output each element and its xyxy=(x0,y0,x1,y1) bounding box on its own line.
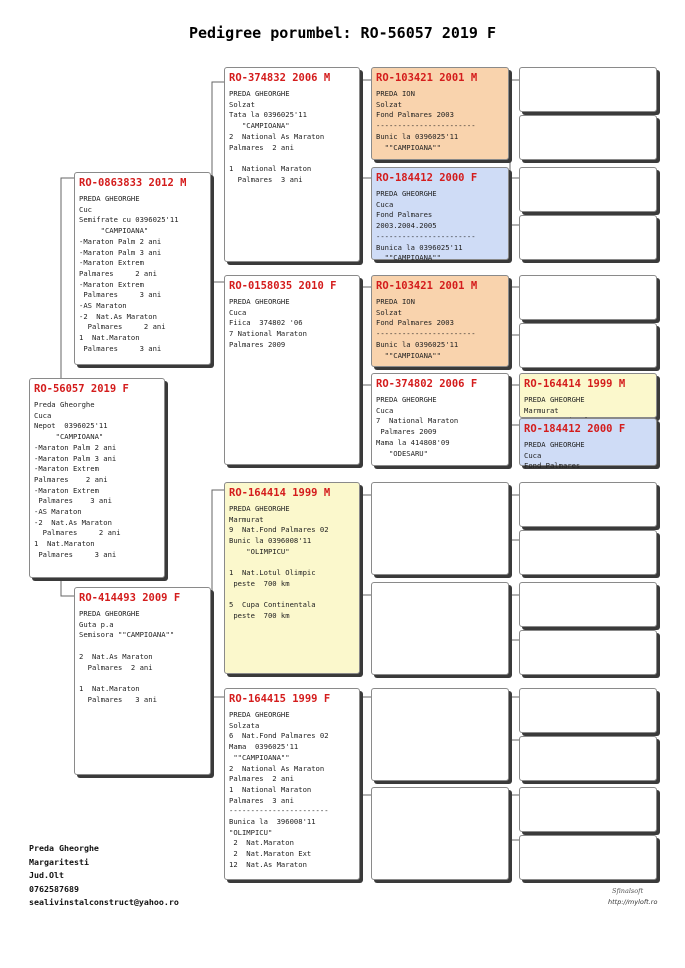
ring-number: RO-374832 2006 M xyxy=(229,72,331,84)
pigeon-card-subject[interactable] xyxy=(29,378,165,578)
pigeon-info: Preda Gheorghe Cuca Nepot 0396025'11 "CAMPIOANA" -Maraton Palm 2 ani -Maraton Palm 3 ani -Maraton Extrem Palmares 2 ani -Maraton Extrem Palmares 3 ani -AS Maraton -2 Nat.As Maraton Palmares 2 ani 1 Nat.Maraton Palmares 3 ani xyxy=(34,400,121,559)
pigeon-card-dam-sire[interactable] xyxy=(224,482,360,674)
pigeon-card-ggp-3[interactable] xyxy=(371,275,509,367)
pigeon-card-g5-6-empty[interactable] xyxy=(519,323,657,368)
pigeon-card-dam-dam[interactable] xyxy=(224,688,360,880)
pigeon-card-sire-dam[interactable] xyxy=(224,275,360,465)
ring-number: RO-164414 1999 M xyxy=(524,378,626,390)
pigeon-card-g5-11-empty[interactable] xyxy=(519,582,657,627)
ring-number: RO-184412 2000 F xyxy=(524,423,626,435)
pigeon-card-sire-sire[interactable] xyxy=(224,67,360,262)
pigeon-card-g5-1-empty[interactable] xyxy=(519,67,657,112)
ring-number: RO-164414 1999 M xyxy=(229,487,331,499)
pigeon-card-ggp-4[interactable] xyxy=(371,373,509,466)
pigeon-info: PREDA GHEORGHE Marmurat xyxy=(524,395,585,415)
ring-number: RO-184412 2000 F xyxy=(376,172,478,184)
pigeon-card-ggp-1[interactable] xyxy=(371,67,509,160)
pigeon-card-g5-15-empty[interactable] xyxy=(519,787,657,832)
ring-number: RO-374802 2006 F xyxy=(376,378,478,390)
ring-number: RO-103421 2001 M xyxy=(376,280,478,292)
pigeon-card-ggp-7-empty[interactable] xyxy=(371,688,509,781)
pigeon-info: PREDA GHEORGHE Solzata 6 Nat.Fond Palmares 02 Mama 0396025'11 ""CAMPIOANA"" 2 National As Maraton Palmares 2 ani 1 National Maraton Palmares 3 ani ----------------------- Bunica la 396008'11 "OLIMPICU" 2 Nat.Maraton 2 Nat.Maraton Ext 12 Nat.As Maraton xyxy=(229,710,329,869)
signature-logo: Sfinalsoft xyxy=(612,887,644,895)
pigeon-card-g5-9-empty[interactable] xyxy=(519,482,657,527)
owner-email[interactable]: sealivinstalconstruct@yahoo.ro xyxy=(29,897,179,908)
pigeon-info: PREDA GHEORGHE Solzat Tata la 0396025'11 "CAMPIOANA" 2 National As Maraton Palmares 2 ani 1 National Maraton Palmares 3 ani xyxy=(229,89,325,184)
owner-name: Preda Gheorghe xyxy=(29,843,99,853)
pigeon-card-g5-8[interactable] xyxy=(519,418,657,471)
pigeon-card-ggp-6-empty[interactable] xyxy=(371,582,509,675)
pigeon-info: PREDA GHEORGHE Cuca Fond Palmares 2003.2004.2005 ----------------------- Bunica la 0396025'11 ""CAMPIOANA"" xyxy=(376,189,476,263)
pigeon-card-dam[interactable] xyxy=(74,587,211,775)
pigeon-card-sire[interactable] xyxy=(74,172,211,365)
pigeon-info: PREDA GHEORGHE Cuca 7 National Maraton Palmares 2009 Mama la 414808'09 "ODESARU" xyxy=(376,395,459,458)
pigeon-card-g5-5-empty[interactable] xyxy=(519,275,657,320)
pigeon-card-g5-16-empty[interactable] xyxy=(519,835,657,880)
pigeon-card-g5-4-empty[interactable] xyxy=(519,215,657,260)
pigeon-info: PREDA GHEORGHE Guta p.a Semisora ""CAMPIOANA"" 2 Nat.As Maraton Palmares 2 ani 1 Nat.Maraton Palmares 3 ani xyxy=(79,609,175,704)
pigeon-info: PREDA GHEORGHE Cuca Fond Palmares xyxy=(524,440,585,471)
ring-number: RO-164415 1999 F xyxy=(229,693,331,705)
owner-county: Jud.Olt xyxy=(29,870,64,881)
pigeon-card-g5-14-empty[interactable] xyxy=(519,736,657,781)
pigeon-info: PREDA GHEORGHE Cuca Fiica 374802 '06 7 National Maraton Palmares 2009 xyxy=(229,297,307,349)
ring-number: RO-0863833 2012 M xyxy=(79,177,187,189)
pigeon-info: PREDA ION Solzat Fond Palmares 2003 ----------------------- Bunic la 0396025'11 ""CAMPIOANA"" xyxy=(376,297,476,360)
pigeon-card-g5-13-empty[interactable] xyxy=(519,688,657,733)
pigeon-info: PREDA GHEORGHE Marmurat 9 Nat.Fond Palmares 02 Bunic la 0396008'11 "OLIMPICU" 1 Nat.Lotul Olimpic peste 700 km 5 Cupa Continentala peste 700 km xyxy=(229,504,329,621)
website-link[interactable]: http://myloft.ro xyxy=(608,898,658,906)
ring-number: RO-56057 2019 F xyxy=(34,383,129,395)
ring-number: RO-103421 2001 M xyxy=(376,72,478,84)
pigeon-card-g5-10-empty[interactable] xyxy=(519,530,657,575)
ring-number: RO-0158035 2010 F xyxy=(229,280,337,292)
owner-info xyxy=(29,842,179,910)
pigeon-card-g5-7[interactable] xyxy=(519,373,657,418)
pigeon-info: PREDA GHEORGHE Cuc Semifrate cu 0396025'11 "CAMPIOANA" -Maraton Palm 2 ani -Maraton Palm 3 ani -Maraton Extrem Palmares 2 ani -Maraton Extrem Palmares 3 ani -AS Maraton -2 Nat.As Maraton Palmares 2 ani 1 Nat.Maraton Palmares 3 ani xyxy=(79,194,179,353)
page-title: Pedigree porumbel: RO-56057 2019 F xyxy=(188,24,497,42)
pigeon-card-ggp-5-empty[interactable] xyxy=(371,482,509,575)
pigeon-card-ggp-2[interactable] xyxy=(371,167,509,263)
pigeon-card-g5-3-empty[interactable] xyxy=(519,167,657,212)
pigeon-info: PREDA ION Solzat Fond Palmares 2003 ----------------------- Bunic la 0396025'11 ""CAMPIOANA"" xyxy=(376,89,476,152)
owner-locality: Margaritesti xyxy=(29,856,89,867)
pigeon-card-g5-2-empty[interactable] xyxy=(519,115,657,160)
owner-phone: 0762587689 xyxy=(29,883,79,894)
pigeon-card-ggp-8-empty[interactable] xyxy=(371,787,509,880)
pigeon-card-g5-12-empty[interactable] xyxy=(519,630,657,675)
ring-number: RO-414493 2009 F xyxy=(79,592,181,604)
